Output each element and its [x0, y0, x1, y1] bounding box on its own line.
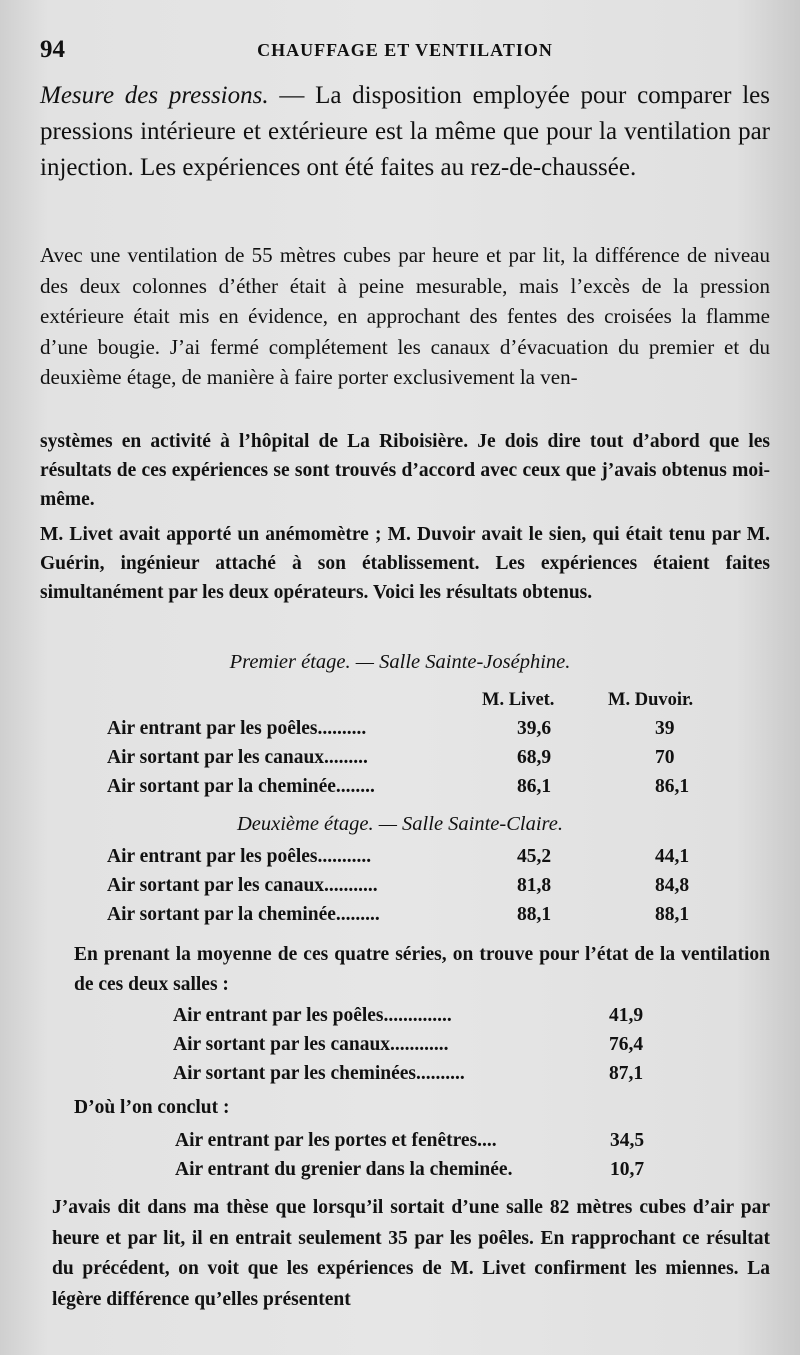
value-duvoir: 84,8	[655, 875, 690, 896]
value-livet: 45,2	[517, 846, 552, 867]
row-label: Air sortant par les canaux.........	[107, 747, 368, 768]
table-row	[107, 718, 707, 746]
table-row	[107, 846, 707, 874]
value-livet: 81,8	[517, 875, 552, 896]
paragraph-ventilation-55: Avec une ventilation de 55 mètres cubes par heure et par lit, la différence de niveau des deux colonnes d’éther était à peine mesurable, mais l’excès de la pression extérieure était mis en évidence, en approchant des fentes des croisées la flamme d’une bougie. J’ai fermé complétement les canaux d’évacuation du premier et du deuxième étage, de manière à faire porter exclusivement la ven-	[40, 243, 770, 389]
row-label: Air entrant par les portes et fenêtres....	[175, 1130, 497, 1151]
value-livet: 88,1	[517, 904, 552, 925]
table2-heading: Deuxième étage. — Salle Sainte-Claire.	[236, 813, 563, 835]
table-row	[107, 776, 707, 804]
value-duvoir: 70	[655, 747, 675, 768]
list-item	[175, 1159, 675, 1187]
value-duvoir: 88,1	[655, 904, 690, 925]
value-livet: 39,6	[517, 718, 552, 739]
row-label: Air sortant par les canaux...........	[107, 875, 378, 896]
row-label: Air entrant par les poêles...........	[107, 846, 372, 867]
page-header	[40, 36, 770, 66]
table-row	[107, 904, 707, 932]
row-label: Air sortant par les cheminées..........	[173, 1063, 465, 1084]
row-value: 10,7	[610, 1159, 645, 1180]
paragraph-lead: Mesure des pressions.	[40, 82, 269, 109]
row-value: 76,4	[609, 1034, 644, 1055]
table-row	[107, 747, 707, 775]
paragraph-anemometer: M. Livet avait apporté un anémomètre ; M. Duvoir avait le sien, qui était tenu par M. Guérin, ingénieur attaché à son établissement. Les expériences étaient faites simultanément par les deux opérateurs. Voici les résultats obtenus.	[40, 524, 770, 603]
list-item	[173, 1005, 673, 1033]
row-label: Air sortant par la cheminée........	[107, 776, 375, 797]
row-label: Air entrant par les poêles..............	[173, 1005, 452, 1026]
table-row	[107, 875, 707, 903]
paragraph-mean: En prenant la moyenne de ces quatre séries, on trouve pour l’état de la ventilation de ces deux salles :	[74, 944, 770, 995]
list-item	[175, 1130, 675, 1158]
row-value: 34,5	[610, 1130, 645, 1151]
row-label: Air entrant par les poêles..........	[107, 718, 367, 739]
row-value: 87,1	[609, 1063, 644, 1084]
list-item	[173, 1034, 673, 1062]
column-header-livet: M. Livet.	[482, 690, 555, 710]
running-head: CHAUFFAGE ET VENTILATION	[257, 40, 553, 60]
column-header-duvoir: M. Duvoir.	[608, 690, 694, 710]
conclusion-intro: D’où l’on conclut :	[74, 1097, 230, 1118]
value-duvoir: 39	[655, 718, 675, 739]
list-item	[173, 1063, 673, 1091]
value-duvoir: 44,1	[655, 846, 690, 867]
value-livet: 68,9	[517, 747, 552, 768]
paragraph-pressure-measurement	[40, 78, 770, 186]
row-label: Air entrant du grenier dans la cheminée.	[175, 1159, 513, 1180]
paragraph-riboisiere: systèmes en activité à l’hôpital de La Riboisière. Je dois dire tout d’abord que les résultats de ces expériences se sont trouvés d’accord avec ceux que j’avais obtenus moi-même.	[40, 431, 770, 510]
row-label: Air sortant par la cheminée.........	[107, 904, 380, 925]
row-value: 41,9	[609, 1005, 644, 1026]
page-number: 94	[40, 36, 65, 63]
row-label: Air sortant par les canaux............	[173, 1034, 449, 1055]
paragraph-thesis: J’avais dit dans ma thèse que lorsqu’il sortait d’une salle 82 mètres cubes d’air par heure et par lit, il en entrait seulement 35 par les poêles. En rapprochant ce résultat du précédent, on voit que les expériences de M. Livet confirment les miennes. La légère différence qu’elles présentent	[52, 1197, 770, 1310]
table1-heading: Premier étage. — Salle Sainte-Joséphine.	[229, 651, 571, 673]
value-livet: 86,1	[517, 776, 552, 797]
paragraph-text: — La disposition employée pour comparer les pressions intérieure et extérieure est la même que pour la ventilation par injection. Les expériences ont été faites au rez-de-chaussée.	[40, 82, 770, 181]
value-duvoir: 86,1	[655, 776, 690, 797]
